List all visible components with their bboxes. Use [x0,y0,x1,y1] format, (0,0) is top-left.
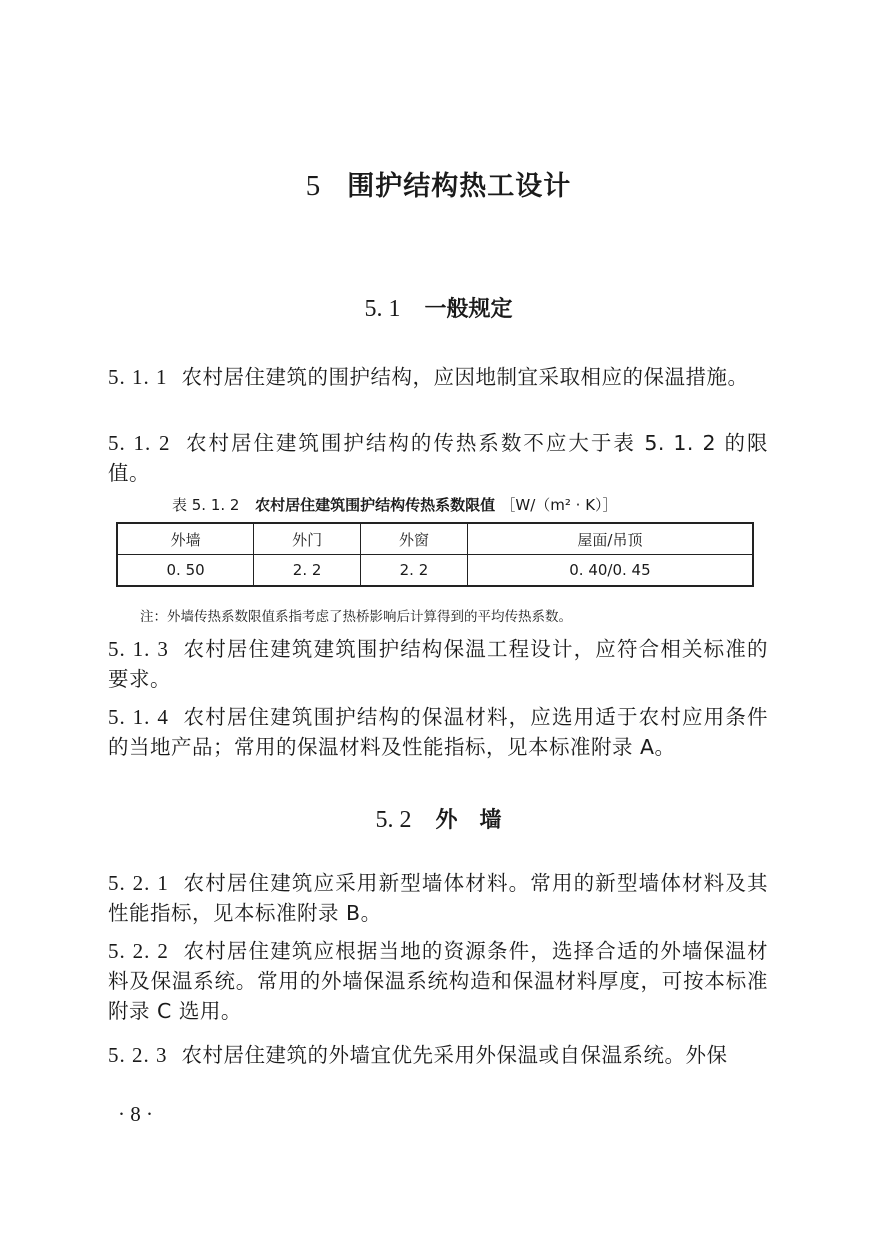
clause-5-2-2 [108,936,768,1026]
clause-text: 农村居住建筑应根据当地的资源条件，选择合适的外墙保温材料及保温系统。常用的外墙保温系统构造和保温材料厚度，可按本标准附录 C 选用。 [108,939,769,1023]
clause-5-1-2 [108,428,768,488]
page-number: · 8 · [118,1102,153,1126]
section-title-5-2 [0,803,877,834]
section-title-text: 外 墙 [435,808,502,833]
heat-transfer-table [116,522,754,587]
value-cell: 0. 40/0. 45 [467,555,753,587]
clause-number: 5. 1. 1 [108,365,168,389]
clause-text: 农村居住建筑的外墙宜优先采用外保温或自保温系统。外保 [181,1043,728,1067]
clause-text: 农村居住建筑应采用新型墙体材料。常用的新型墙体材料及其性能指标，见本标准附录 B。 [108,871,769,925]
clause-text: 农村居住建筑围护结构的传热系数不应大于表 5. 1. 2 的限值。 [108,431,768,485]
header-cell: 外门 [254,523,361,555]
clause-number: 5. 1. 4 [108,705,169,729]
chapter-title-text: 围护结构热工设计 [347,171,572,202]
table-note: 注：外墙传热系数限值系指考虑了热桥影响后计算得到的平均传热系数。 [140,609,572,625]
table-unit: ［W/（m² · K）］ [500,496,618,514]
chapter-title [0,164,877,203]
value-cell: 2. 2 [254,555,361,587]
chapter-number: 5 [305,170,322,202]
clause-number: 5. 2. 3 [108,1043,168,1067]
header-cell: 屋面/吊顶 [467,523,753,555]
value-cell: 0. 50 [117,555,254,587]
header-cell: 外窗 [361,523,468,555]
clause-5-1-3 [108,634,768,694]
clause-text: 农村居住建筑围护结构的保温材料，应选用适于农村应用条件的当地产品；常用的保温材料及性能指标，见本标准附录 A。 [108,705,769,759]
table-row [117,555,753,587]
table-title: 农村居住建筑围护结构传热系数限值 [255,496,496,514]
clause-number: 5. 1. 3 [108,637,169,661]
header-cell: 外墙 [117,523,254,555]
clause-text: 农村居住建筑建筑围护结构保温工程设计，应符合相关标准的要求。 [108,637,769,691]
section-number: 5. 2 [375,807,412,833]
section-number: 5. 1 [364,296,401,322]
clause-number: 5. 2. 1 [108,871,169,895]
clause-number: 5. 2. 2 [108,939,169,963]
clause-text: 农村居住建筑的围护结构，应因地制宜采取相应的保温措施。 [181,365,749,389]
clause-5-2-3 [108,1040,768,1070]
section-title-text: 一般规定 [424,297,513,322]
clause-number: 5. 1. 2 [108,431,171,455]
table-header-row [117,523,753,555]
clause-5-2-1 [108,868,768,928]
clause-5-1-1 [108,362,768,392]
clause-5-1-4 [108,702,768,762]
section-title-5-1 [0,292,877,323]
table-number: 表 5. 1. 2 [172,496,240,514]
table-caption [172,494,618,515]
value-cell: 2. 2 [361,555,468,587]
